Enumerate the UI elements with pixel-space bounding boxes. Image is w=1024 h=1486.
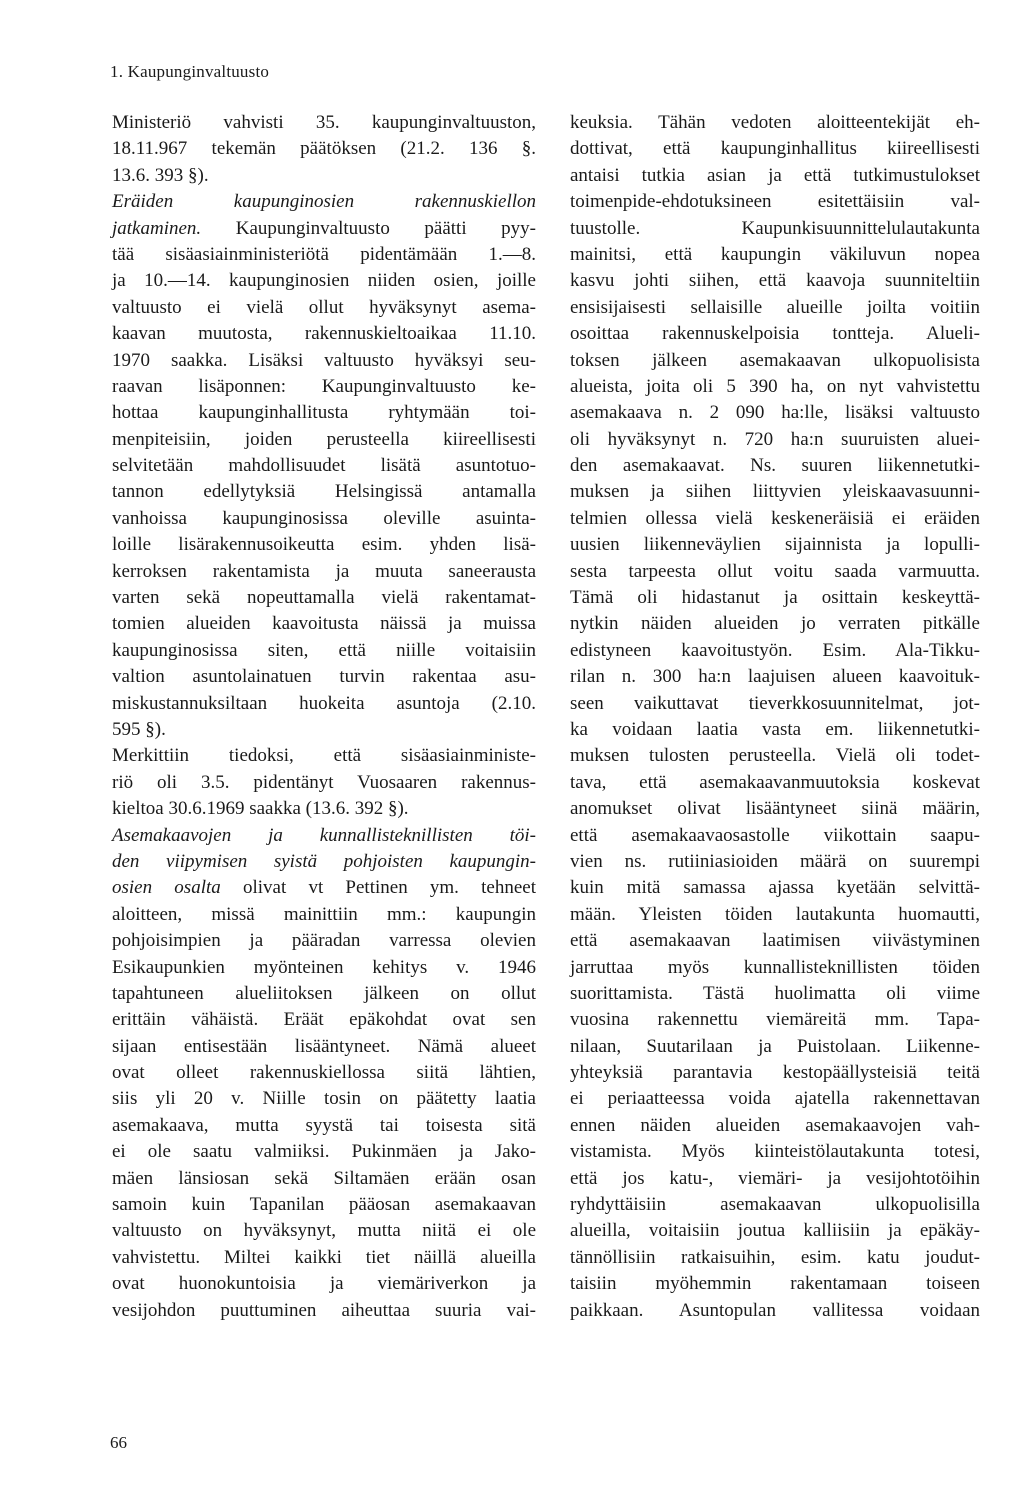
text-line: mainitsi, että kaupungin väkiluvun nopea: [570, 243, 980, 265]
text-line: uusien liikenneväylien sijainnista ja lopulli-: [570, 534, 980, 556]
right-column: [570, 110, 980, 1324]
text-line: 18.11.967 tekemän päätöksen (21.2. 136 §.: [112, 138, 536, 160]
text-line: osien osalta olivat vt Pettinen ym. tehneet: [112, 877, 536, 899]
text-line: jatkaminen. Kaupunginvaltuusto päätti pyy-: [112, 217, 536, 239]
text-line: Eräiden kaupunginosien rakennuskiellon: [112, 191, 536, 213]
text-line: tava, että asemakaavanmuutoksia koskevat: [570, 771, 980, 793]
text-line: anomukset olivat lisääntyneet siinä määrin,: [570, 798, 980, 820]
text-line: valtuusto on hyväksynyt, mutta niitä ei ole: [112, 1220, 536, 1242]
text-line: ka voidaan laatia vasta em. liikennetutki-: [570, 718, 980, 740]
text-line: siis yli 20 v. Niille tosin on päätetty laatia: [112, 1088, 536, 1110]
text-line: sesta tarpeesta ollut voitu saada varmuutta.: [570, 560, 980, 582]
text-line: ennen näiden alueiden asemakaavojen vah-: [570, 1114, 980, 1136]
text-line: samoin kuin Tapanilan pääosan asemakaavan: [112, 1194, 536, 1216]
text-line: kasvu johti siihen, että kaavoja suunniteltiin: [570, 270, 980, 292]
text-line: keuksia. Tähän vedoten aloitteentekijät eh-: [570, 112, 980, 133]
text-line: että jos katu-, viemäri- ja vesijohtotöihin: [570, 1167, 980, 1189]
text-line: alueilla, voitaisiin joutua kalliisiin ja epäkäy-: [570, 1220, 980, 1242]
text-line: taisiin myöhemmin rakentamaan toiseen: [570, 1273, 980, 1295]
text-line: tää sisäasiainministeriötä pidentämään 1.—8.: [112, 243, 536, 265]
text-line: jarruttaa myös kunnallisteknillisten töiden: [570, 956, 980, 978]
text-line: den asemakaavat. Ns. suuren liikennetutki-: [570, 455, 980, 477]
text-line: varten sekä nopeuttamalla vielä rakentamat-: [112, 587, 536, 609]
text-line: nytkin näiden alueiden jo verraten pitkälle: [570, 613, 980, 635]
text-line: dottivat, että kaupunginhallitus kiireellisesti: [570, 138, 980, 160]
text-line: rilan n. 300 ha:n laajuisen alueen kaavoituk-: [570, 666, 980, 688]
text-line: vuosina rakennettu viemäreitä mm. Tapa-: [570, 1009, 980, 1031]
text-line: suorittamista. Tästä huolimatta oli viime: [570, 982, 980, 1004]
text-line: Ministeriö vahvisti 35. kaupunginvaltuuston,: [112, 112, 536, 133]
text-line: tomien alueiden kaavoitusta näissä ja muissa: [112, 613, 536, 635]
text-line: 595 §).: [112, 718, 166, 740]
text-line: telmien ollessa vielä keskeneräisiä ei eräiden: [570, 507, 980, 529]
text-line: ei ole saatu valmiiksi. Pukinmäen ja Jako-: [112, 1141, 536, 1163]
text-line: tapahtuneen alueliitoksen jälkeen on ollut: [112, 982, 536, 1004]
text-line: sijaan entisestään lisääntyneet. Nämä alueet: [112, 1035, 536, 1057]
text-line: kaupunginosissa siten, että niille voitaisiin: [112, 639, 536, 661]
text-line: mäen länsiosan sekä Siltamäen erään osan: [112, 1167, 536, 1189]
text-line: ryhdyttäisiin asemakaavan ulkopuolisilla: [570, 1194, 980, 1216]
text-line: kerroksen rakentamista ja muuta saneerausta: [112, 560, 536, 582]
text-line: Tämä oli hidastanut ja osittain keskeyttä-: [570, 587, 980, 609]
text-line: miskustannuksiltaan huokeita asuntoja (2.10.: [112, 692, 536, 714]
text-line: että asemakaavan laatimisen viivästyminen: [570, 930, 980, 952]
text-line: Asemakaavojen ja kunnallisteknillisten töi-: [112, 824, 536, 846]
page-number: 66: [110, 1433, 127, 1452]
text-line: seen vaikuttavat tieverkkosuunnitelmat, jot-: [570, 692, 980, 714]
text-line: 1970 saakka. Lisäksi valtuusto hyväksyi seu-: [112, 349, 536, 371]
text-line: tännöllisiin ratkaisuihin, esim. katu joudut-: [570, 1246, 980, 1268]
text-line: aloitteen, missä mainittiin mm.: kaupungin: [112, 903, 536, 925]
text-line: ja 10.—14. kaupunginosien niiden osien, joille: [112, 270, 536, 292]
text-line: muksen ja siihen liittyvien yleiskaavasuunni-: [570, 481, 980, 503]
text-line: antaisi tutkia asian ja että tutkimustulokset: [570, 164, 980, 186]
text-line: vien ns. rutiiniasioiden määrä on suurempi: [570, 850, 980, 872]
text-line: vahvistettu. Miltei kaikki tiet näillä alueilla: [112, 1246, 536, 1268]
text-line: asemakaava n. 2 090 ha:lle, lisäksi valtuusto: [570, 402, 980, 424]
text-line: vesijohdon puuttuminen aiheuttaa suuria vai-: [112, 1299, 536, 1321]
text-line: yhteyksiä parantavia kestopäällysteisiä teitä: [570, 1062, 980, 1084]
text-line: nilaan, Suutarilaan ja Puistolaan. Liikenne-: [570, 1035, 980, 1057]
text-line: asemakaava, mutta syystä tai toisesta sitä: [112, 1114, 536, 1136]
text-line: 13.6. 393 §).: [112, 164, 209, 186]
text-line: riö oli 3.5. pidentänyt Vuosaaren rakennus-: [112, 771, 536, 793]
text-line: paikkaan. Asuntopulan vallitessa voidaan: [570, 1299, 980, 1321]
text-line: tannon edellytyksiä Helsingissä antamalla: [112, 481, 536, 503]
text-line: kuin mitä samassa ajassa kyetään selvittä-: [570, 877, 980, 899]
text-line: että asemakaavaosastolle viikottain saapu-: [570, 824, 980, 846]
text-line: menpiteisiin, joiden perusteella kiireellisesti: [112, 428, 536, 450]
text-line: hottaa kaupunginhallitusta ryhtymään toi-: [112, 402, 536, 424]
text-line: kaavan muutosta, rakennuskieltoaikaa 11.10.: [112, 323, 536, 345]
text-line: ei periaatteessa voida ajatella rakennettavan: [570, 1088, 980, 1110]
text-line: den viipymisen syistä pohjoisten kaupungin-: [112, 850, 536, 872]
text-line: tuustolle. Kaupunkisuunnittelulautakunta: [570, 217, 980, 239]
left-column: [112, 110, 536, 1324]
text-line: edistyneen kaavoitustyön. Esim. Ala-Tikku-: [570, 639, 980, 661]
text-line: pohjoisimpien ja pääradan varressa olevien: [112, 930, 536, 952]
text-line: vistamista. Myös kiinteistölautakunta totesi,: [570, 1141, 980, 1163]
text-line: muksen tulosten perusteella. Vielä oli todet-: [570, 745, 980, 767]
text-line: Esikaupunkien myönteinen kehitys v. 1946: [112, 956, 536, 978]
text-line: oli hyväksynyt n. 720 ha:n suuruisten aluei-: [570, 428, 980, 450]
text-line: osoittaa rakennuskelpoisia tontteja. Alueli-: [570, 323, 980, 345]
running-head: 1. Kaupunginvaltuusto: [110, 62, 270, 81]
text-line: ensisijaisesti sellaisille alueille joilta voitiin: [570, 296, 980, 318]
text-line: Merkittiin tiedoksi, että sisäasiainministe-: [112, 745, 536, 767]
text-line: erittäin vähäistä. Eräät epäkohdat ovat sen: [112, 1009, 536, 1031]
text-line: selvitetään mahdollisuudet lisätä asuntotuo-: [112, 455, 536, 477]
text-line: loille lisärakennusoikeutta esim. yhden lisä-: [112, 534, 536, 556]
text-line: ovat huonokuntoisia ja viemäriverkon ja: [112, 1273, 536, 1295]
text-line: toksen jälkeen asemakaavan ulkopuolisista: [570, 349, 980, 371]
text-line: mään. Yleisten töiden lautakunta huomautti,: [570, 903, 980, 925]
text-line: valtuusto ei vielä ollut hyväksynyt asema-: [112, 296, 536, 318]
text-line: vanhoissa kaupunginosissa oleville asuinta-: [112, 507, 536, 529]
text-line: kieltoa 30.6.1969 saakka (13.6. 392 §).: [112, 798, 409, 820]
text-line: valtion asuntolainatuen turvin rakentaa asu-: [112, 666, 536, 688]
text-line: toimenpide-ehdotuksineen esitettäisiin val-: [570, 191, 980, 213]
text-line: raavan lisäponnen: Kaupunginvaltuusto ke-: [112, 375, 536, 397]
text-line: ovat olleet rakennuskiellossa siitä lähtien,: [112, 1062, 536, 1084]
text-line: alueista, joita oli 5 390 ha, on nyt vahvistettu: [570, 375, 980, 397]
